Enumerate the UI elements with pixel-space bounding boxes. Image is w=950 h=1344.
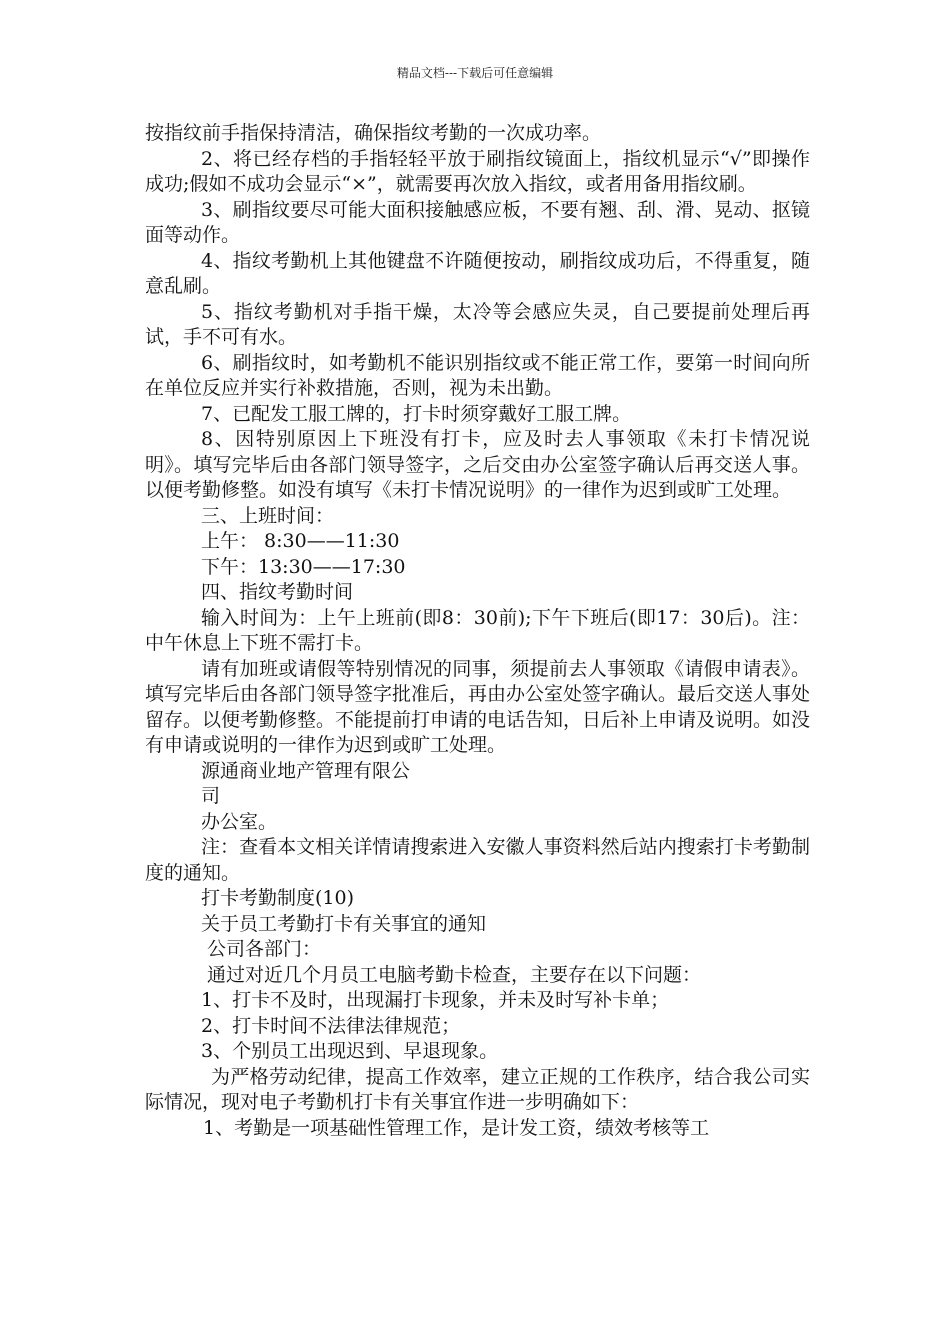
paragraph-fingerprint-clean: 按指纹前手指保持清洁，确保指纹考勤的一次成功率。 (145, 122, 602, 144)
company-name-suffix: 司 (201, 785, 221, 807)
morning-hours: 上午： 8:30——11:30 (201, 530, 400, 552)
paragraph-item-2: 2、将已经存档的手指轻轻平放于刷指纹镜面上，指纹机显示“√”即操作成功;假如不成功会显示“×”，就需要再次放入指纹，或者用备用指纹刷。 (145, 147, 810, 195)
paragraph-item-4: 4、指纹考勤机上其他键盘不许随便按动，刷指纹成功后，不得重复，随意乱刷。 (145, 249, 810, 297)
notice-salutation: 公司各部门： (207, 938, 322, 960)
paragraph-item-3: 3、刷指纹要尽可能大面积接触感应板，不要有翘、刮、滑、晃动、抠镜面等动作。 (145, 198, 810, 246)
paragraph-note: 注：查看本文相关详情请搜索进入安徽人事资料然后站内搜索打卡考勤制度的通知。 (145, 836, 810, 884)
document-body (145, 121, 810, 1141)
notice-title: 关于员工考勤打卡有关事宜的通知 (201, 912, 487, 935)
afternoon-hours: 下午：13:30——17:30 (201, 555, 406, 578)
page-header: 精品文档---下载后可任意编辑 (396, 66, 554, 80)
section-fingerprint-time-heading: 四、指纹考勤时间 (201, 581, 354, 603)
problem-1: 1、打卡不及时，出现漏打卡现象，并未及时写补卡单； (201, 989, 670, 1011)
problem-3: 3、个别员工出现迟到、早退现象。 (201, 1040, 499, 1062)
paragraph-discipline: 为严格劳动纪律，提高工作效率，建立正规的工作秩序，结合我公司实际情况，现对电子考勤机打卡有关事宜作进一步明确如下： (145, 1065, 810, 1113)
section-title-10: 打卡考勤制度(10) (201, 887, 355, 909)
paragraph-rule-1: 1、考勤是一项基础性管理工作，是计发工资，绩效考核等工 (203, 1116, 710, 1139)
paragraph-item-8: 8、因特别原因上下班没有打卡，应及时去人事领取《未打卡情况说明》。填写完毕后由各部门领导签字，之后交由办公室签字确认后再交送人事。以便考勤修整。如没有填写《未打卡情况说明》的一律作为迟到或旷工处理。 (145, 428, 810, 501)
paragraph-item-6: 6、刷指纹时，如考勤机不能识别指纹或不能正常工作，要第一时间向所在单位反应并实行补救措施，否则，视为未出勤。 (145, 351, 810, 399)
paragraph-item-5: 5、指纹考勤机对手指干燥，太冷等会感应失灵，自己要提前处理后再试，手不可有水。 (145, 300, 810, 348)
paragraph-input-time: 输入时间为：上午上班前(即8：30前);下午下班后(即17：30后)。注：中午休息上下班不需打卡。 (145, 606, 810, 654)
company-name: 源通商业地产管理有限公 (201, 759, 411, 782)
section-work-hours-heading: 三、上班时间： (201, 504, 335, 527)
notice-intro: 通过对近几个月员工电脑考勤卡检查，主要存在以下问题： (207, 963, 702, 986)
paragraph-leave-request: 请有加班或请假等特别情况的同事，须提前去人事领取《请假申请表》。填写完毕后由各部门领导签字批准后，再由办公室处签字确认。最后交送人事处留存。以便考勤修整。不能提前打申请的电话告知，日后补上申请及说明。如没有申请或说明的一律作为迟到或旷工处理。 (145, 657, 811, 756)
paragraph-item-7: 7、已配发工服工牌的，打卡时须穿戴好工服工牌。 (201, 402, 632, 425)
problem-2: 2、打卡时间不法律法律规范； (201, 1014, 461, 1037)
office-signature: 办公室。 (201, 810, 278, 833)
